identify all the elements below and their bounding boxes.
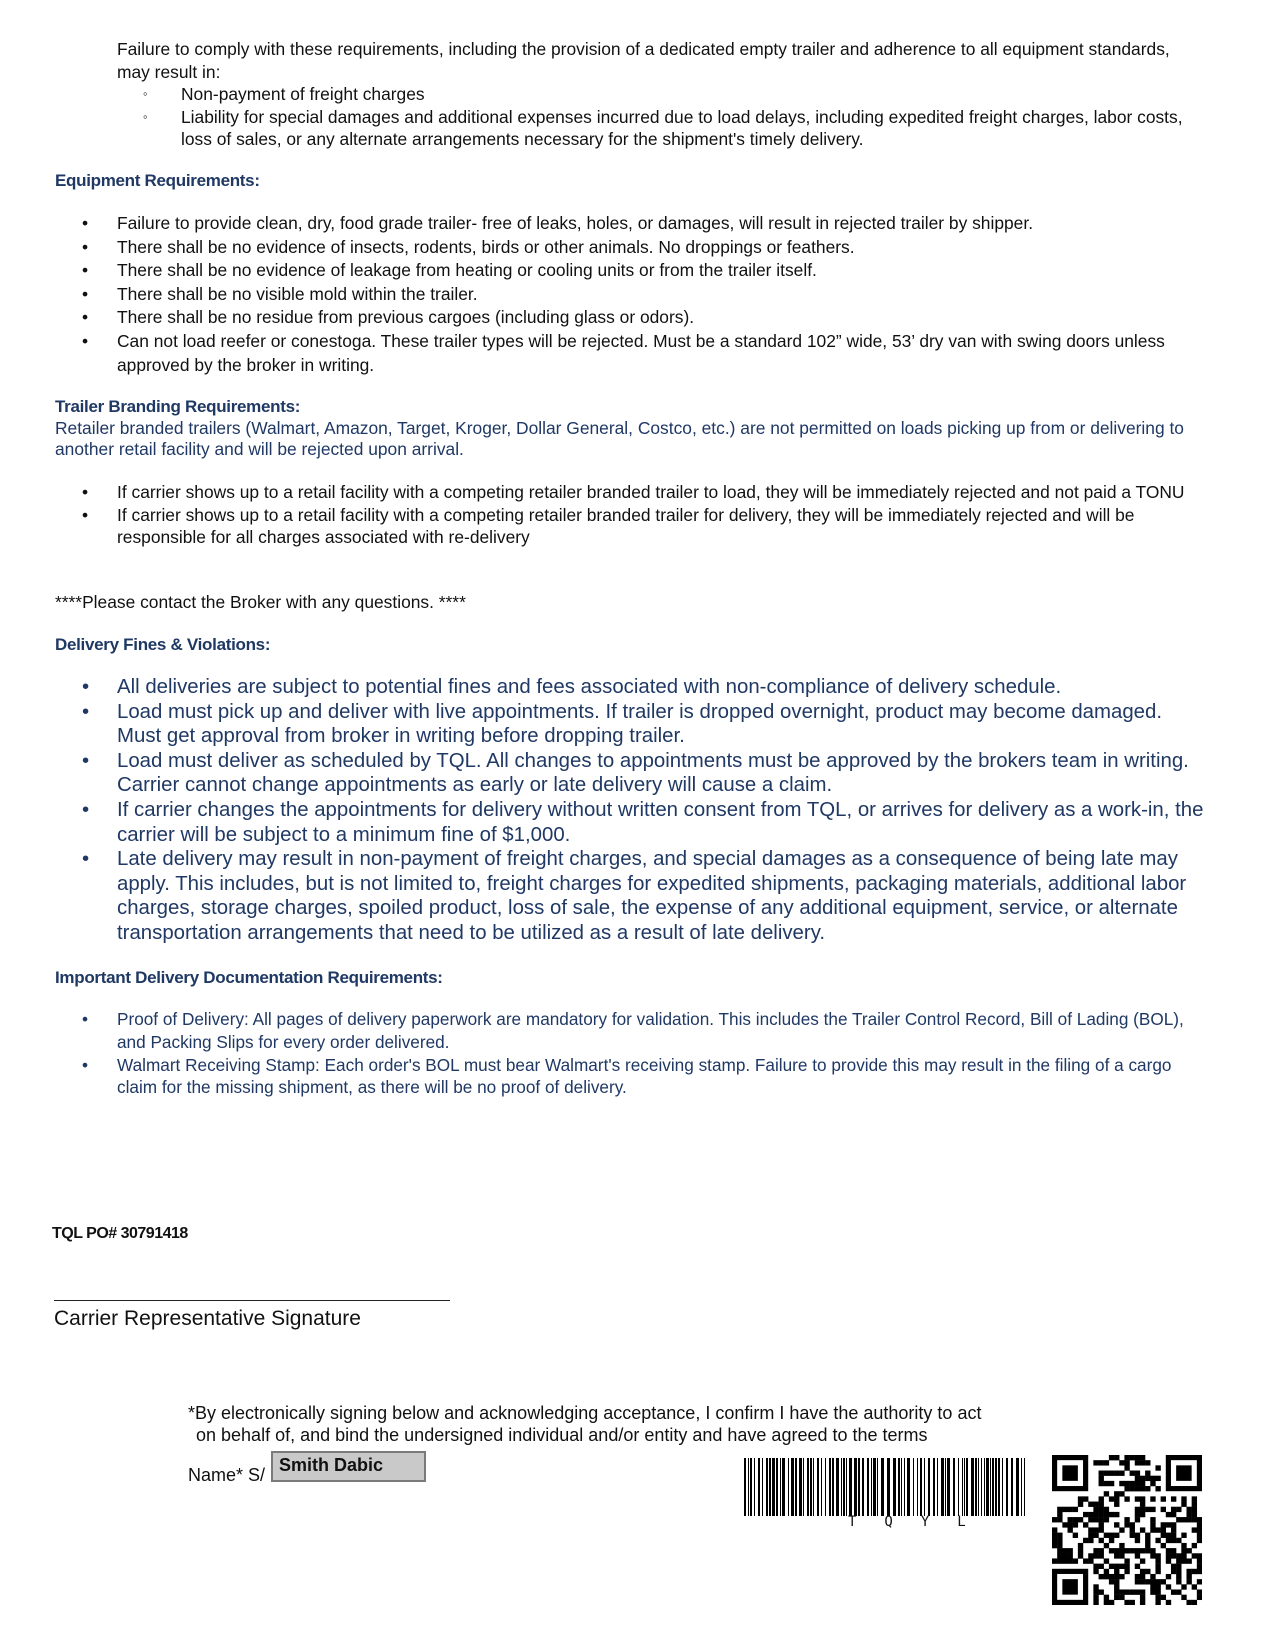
list-item: • Load must deliver as scheduled by TQL. All changes to appointments must be approved by the brokers team in writing. Carrier cannot change appointments as early or late delivery will cause a claim. — [55, 749, 1207, 798]
documentation-heading: Important Delivery Documentation Requirements: — [55, 968, 443, 987]
list-item: • Can not load reefer or conestoga. These trailer types will be rejected. Must be a standard 102” wide, 53’ dry van with swing doors unless approved by the broker in writing. — [55, 330, 1207, 377]
documentation-list — [55, 1008, 1207, 1099]
list-item: • Load must pick up and deliver with live appointments. If trailer is dropped overnight, product may become damaged. Must get approval from broker in writing before dropping trailer. — [55, 700, 1207, 749]
list-item: • All deliveries are subject to potential fines and fees associated with non-compliance of delivery schedule. — [55, 675, 1207, 700]
branding-heading: Trailer Branding Requirements: — [55, 397, 301, 416]
barcode-text: TQYL — [848, 1514, 994, 1530]
list-item: • If carrier shows up to a retail facility with a competing retailer branded trailer for delivery, they will be immediately rejected and will be responsible for all charges associated with re-delivery — [55, 504, 1207, 549]
consent-text — [188, 1402, 1048, 1446]
list-item: ◦ Non-payment of freight charges — [117, 83, 1207, 106]
list-item: • Late delivery may result in non-payment of freight charges, and special damages as a consequence of being late may apply. This includes, but is not limited to, freight charges for expedited shipments, packaging materials, additional labor charges, storage charges, spoiled product, loss of sale, the expense of any additional equipment, service, or alternate transportation arrangements that need to be utilized as a result of late delivery. — [55, 847, 1207, 945]
equipment-list — [55, 212, 1207, 377]
intro-section — [117, 38, 1207, 151]
equipment-heading: Equipment Requirements: — [55, 171, 260, 190]
list-item: • Proof of Delivery: All pages of delivery paperwork are mandatory for validation. This includes the Trailer Control Record, Bill of Lading (BOL), and Packing Slips for every order delivered. — [55, 1008, 1207, 1054]
list-item: • There shall be no evidence of insects, rodents, birds or other animals. No droppings or feathers. — [55, 236, 1207, 260]
consent-line-1: *By electronically signing below and acknowledging acceptance, I confirm I have the authority to act — [188, 1403, 982, 1423]
signature-line[interactable] — [54, 1300, 450, 1301]
branding-list — [55, 481, 1207, 549]
list-item: • Walmart Receiving Stamp: Each order's BOL must bear Walmart's receiving stamp. Failure to provide this may result in the filing of a cargo claim for the missing shipment, as there will be no proof of delivery. — [55, 1054, 1207, 1100]
list-item: ◦ Liability for special damages and additional expenses incurred due to load delays, including expedited freight charges, labor costs, loss of sales, or any alternate arrangements necessary for the shipment's timely delivery. — [117, 106, 1207, 151]
po-number: TQL PO# 30791418 — [52, 1225, 188, 1242]
qr-code-icon — [1052, 1455, 1202, 1605]
consent-line-2: on behalf of, and bind the undersigned individual and/or entity and have agreed to the terms — [196, 1425, 928, 1445]
delivery-fines-list — [55, 675, 1207, 946]
contact-note: ****Please contact the Broker with any questions. **** — [55, 592, 466, 612]
intro-list — [117, 83, 1207, 151]
list-item: • There shall be no visible mold within the trailer. — [55, 283, 1207, 307]
branding-text: Retailer branded trailers (Walmart, Amazon, Target, Kroger, Dollar General, Costco, etc.) are not permitted on loads picking up from or delivering to another retail facility and will be rejected upon arrival. — [55, 418, 1184, 459]
intro-text: Failure to comply with these requirements, including the provision of a dedicated empty trailer and adherence to all equipment standards, may result in: — [117, 39, 1170, 82]
list-item: • There shall be no evidence of leakage from heating or cooling units or from the trailer itself. — [55, 259, 1207, 283]
list-item: • If carrier shows up to a retail facility with a competing retailer branded trailer to load, they will be immediately rejected and not paid a TONU — [55, 481, 1207, 504]
list-item: • If carrier changes the appointments for delivery without written consent from TQL, or arrives for delivery as a work-in, the carrier will be subject to a minimum fine of $1,000. — [55, 798, 1207, 847]
delivery-fines-heading: Delivery Fines & Violations: — [55, 635, 271, 654]
name-label: Name* S/ — [188, 1465, 266, 1485]
signer-name-field[interactable]: Smith Dabic — [271, 1451, 426, 1482]
list-item: • Failure to provide clean, dry, food grade trailer- free of leaks, holes, or damages, will result in rejected trailer by shipper. — [55, 212, 1207, 236]
signature-label: Carrier Representative Signature — [54, 1307, 361, 1330]
barcode-icon — [742, 1458, 1032, 1520]
list-item: • There shall be no residue from previous cargoes (including glass or odors). — [55, 306, 1207, 330]
